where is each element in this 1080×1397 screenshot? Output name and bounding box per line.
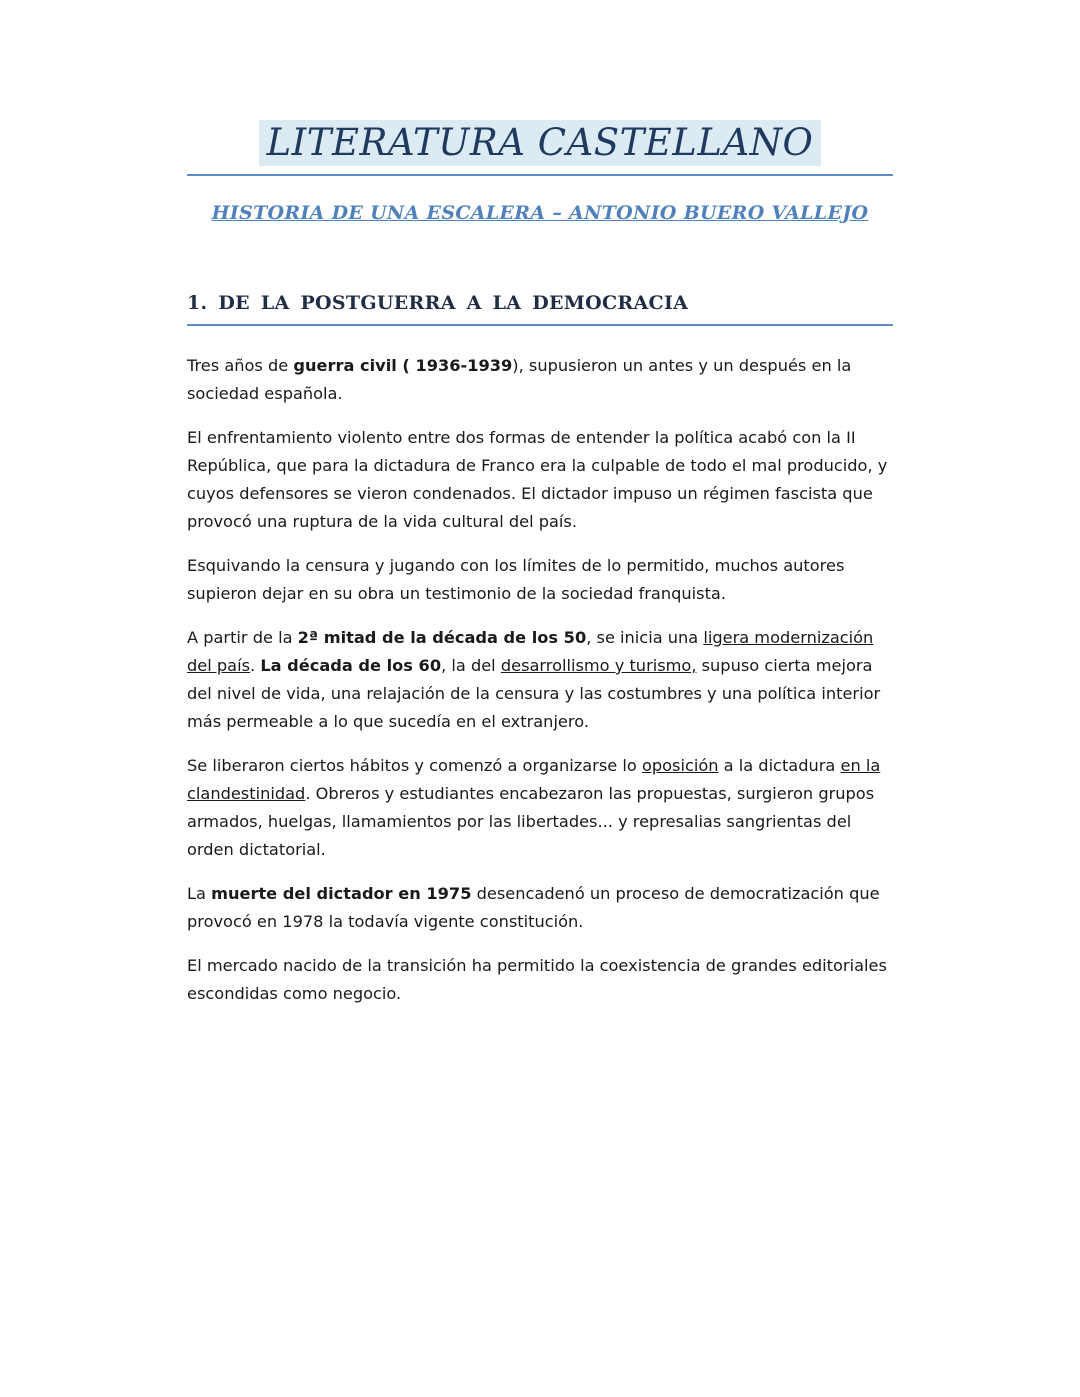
paragraph-6 — [187, 880, 893, 936]
paragraph-1 — [187, 352, 893, 408]
bold-text: La década de los 60 — [260, 656, 442, 675]
paragraph-text: ), supusieron un antes y un después en la sociedad española. — [187, 356, 852, 403]
bold-text: guerra civil ( 1936-1939 — [293, 356, 513, 375]
paragraph-text: El enfrentamiento violento entre dos formas de entender la política acabó con la II República, que para la dictadura de Franco era la culpable de todo el mal producido, y cuyos defensores se vieron condenados. El dictador impuso un régimen fascista que provocó una ruptura de la vida cultural del país. — [187, 428, 888, 531]
paragraph-text: . Obreros y estudiantes encabezaron las propuestas, surgieron grupos armados, huelgas, llamamientos por las libertades... y represalias sangrientas del orden dictatorial. — [187, 784, 875, 859]
paragraph-text: Tres años de — [187, 356, 294, 375]
paragraph-text: , la del — [441, 656, 501, 675]
title-divider — [187, 174, 893, 176]
paragraph-text: Se liberaron ciertos hábitos y comenzó a organizarse lo — [187, 756, 642, 775]
section-heading: 1. DE LA POSTGUERRA A LA DEMOCRACIA — [187, 292, 689, 314]
document-subtitle: HISTORIA DE UNA ESCALERA – ANTONIO BUERO VALLEJO — [211, 202, 869, 224]
paragraph-4 — [187, 624, 893, 736]
underlined-text: ligera modernización del país — [187, 628, 874, 675]
paragraph-text: A partir de la — [187, 628, 298, 647]
paragraph-text: a la dictadura — [718, 756, 841, 775]
paragraph-text: Esquivando la censura y jugando con los límites de lo permitido, muchos autores supieron dejar en su obra un testimonio de la sociedad franquista. — [187, 556, 845, 603]
bold-text: muerte del dictador en 1975 — [211, 884, 472, 903]
paragraph-text: La — [187, 884, 212, 903]
bold-text: 2ª mitad de la década de los 50 — [297, 628, 587, 647]
paragraph-3 — [187, 552, 893, 608]
document-title: LITERATURA CASTELLANO — [259, 120, 822, 166]
paragraph-text: desencadenó un proceso de democratización que provocó en 1978 la todavía vigente constitución. — [187, 884, 880, 931]
section-divider — [187, 324, 893, 326]
paragraph-5 — [187, 752, 893, 864]
paragraph-2 — [187, 424, 893, 536]
underlined-text: en la clandestinidad — [187, 756, 881, 803]
paragraph-text: . — [250, 656, 261, 675]
title-container — [187, 120, 893, 166]
paragraph-text: , se inicia una — [586, 628, 704, 647]
paragraph-7 — [187, 952, 893, 1008]
body-text — [187, 352, 893, 1024]
paragraph-text: supuso cierta mejora del nivel de vida, una relajación de la censura y las costumbres y una política interior más permeable a lo que sucedía en el extranjero. — [187, 656, 881, 731]
underlined-text: desarrollismo y turismo, — [500, 656, 697, 675]
underlined-text: oposición — [641, 756, 719, 775]
paragraph-text: El mercado nacido de la transición ha permitido la coexistencia de grandes editoriales escondidas como negocio. — [187, 956, 887, 1003]
